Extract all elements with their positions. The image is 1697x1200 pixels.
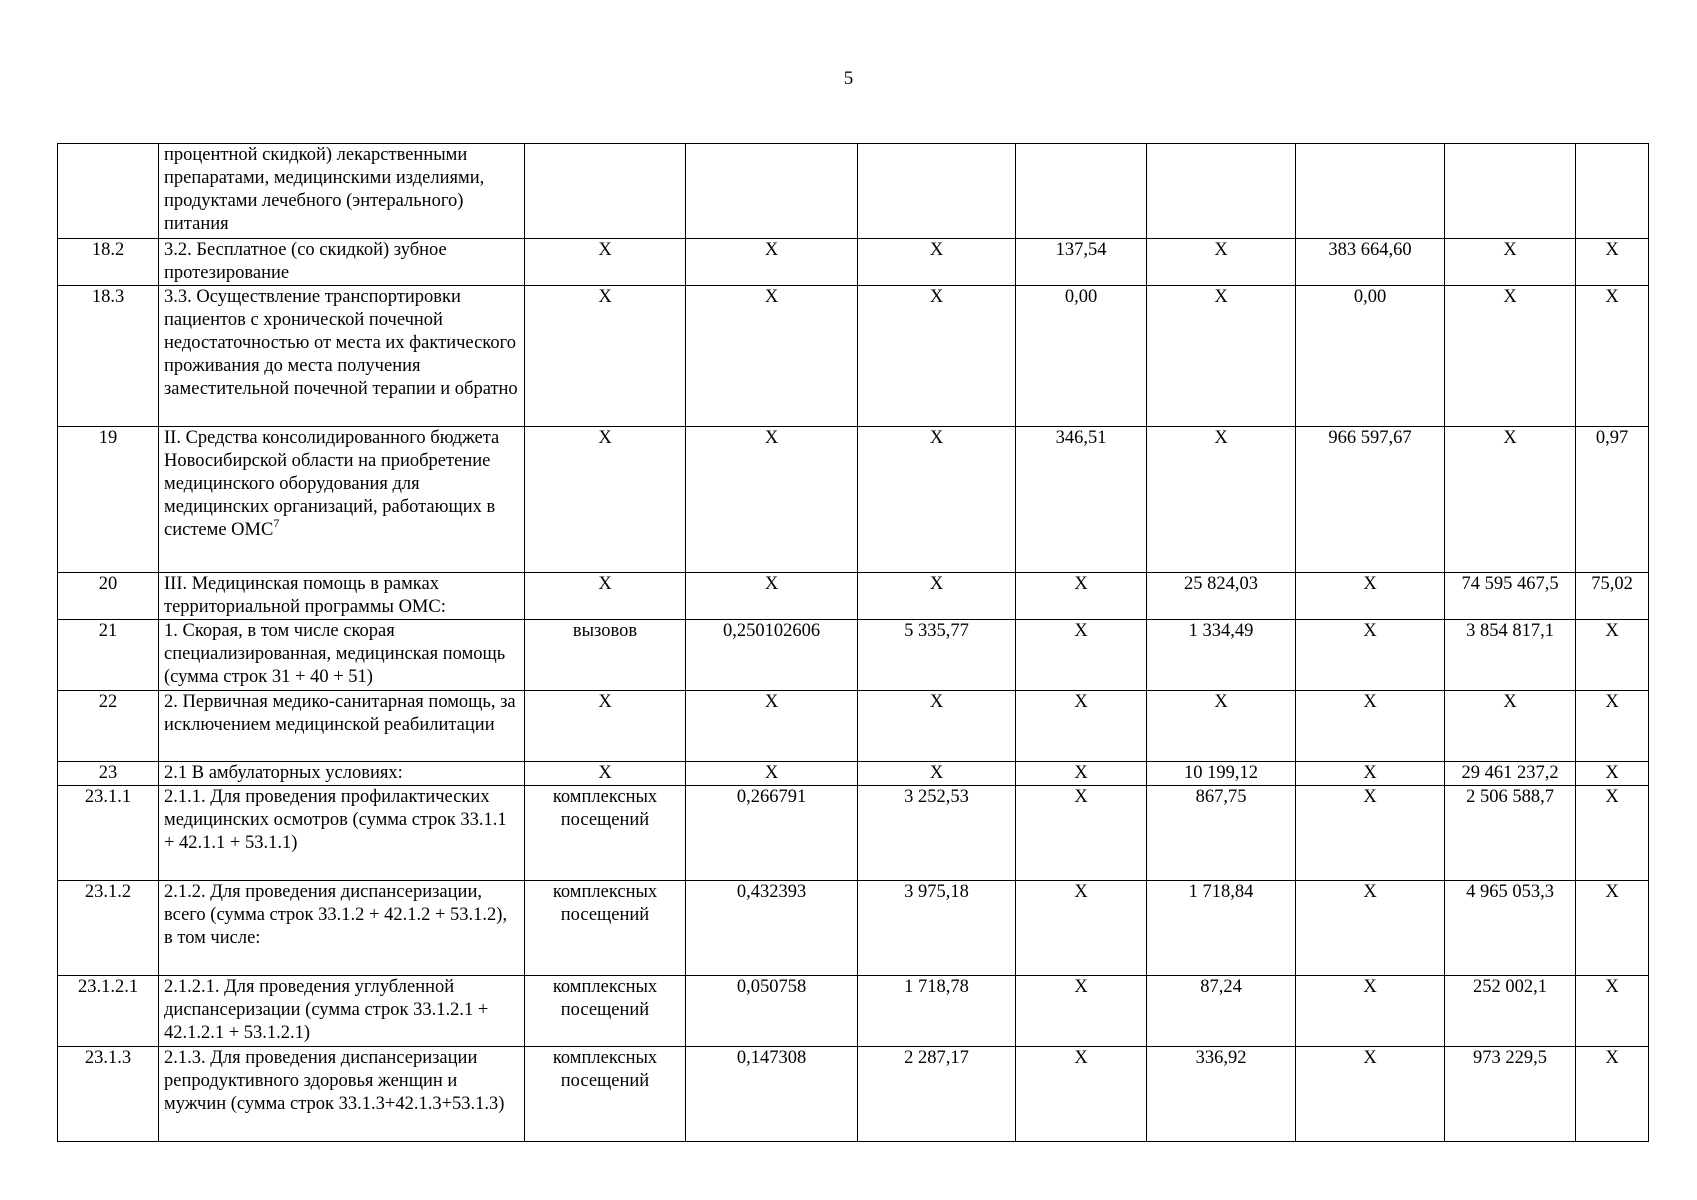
row-number: 18.3 bbox=[58, 286, 159, 427]
percent-cell: Х bbox=[1576, 1047, 1649, 1142]
row-number: 23.1.3 bbox=[58, 1047, 159, 1142]
norm-cost-cell: 1 718,78 bbox=[858, 976, 1016, 1047]
table-row bbox=[58, 286, 1649, 427]
per-capita-oms-cell: 1 334,49 bbox=[1147, 620, 1296, 691]
cost-oms-cell: 3 854 817,1 bbox=[1445, 620, 1576, 691]
row-name bbox=[159, 976, 525, 1047]
row-number: 21 bbox=[58, 620, 159, 691]
norm-volume-cell: Х bbox=[686, 762, 858, 786]
unit-cell: вызовов bbox=[525, 620, 686, 691]
unit-cell: Х bbox=[525, 691, 686, 762]
norm-volume-cell: 0,250102606 bbox=[686, 620, 858, 691]
row-name-text: 2.1.3. Для проведения диспансеризации репродуктивного здоровья женщин и мужчин (сумма строк 33.1.3+42.1.3+53.1.3) bbox=[164, 1048, 505, 1114]
row-name bbox=[159, 881, 525, 976]
cost-oms-cell: 973 229,5 bbox=[1445, 1047, 1576, 1142]
per-capita-oms-cell: Х bbox=[1147, 239, 1296, 286]
row-name-text: III. Медицинская помощь в рамках территориальной программы ОМС: bbox=[164, 574, 446, 617]
cost-budget-cell: 383 664,60 bbox=[1296, 239, 1445, 286]
row-name-text: процентной скидкой) лекарственными препаратами, медицинскими изделиями, продуктами лечебного (энтерального) питания bbox=[164, 145, 485, 234]
cost-oms-cell: Х bbox=[1445, 286, 1576, 427]
cost-oms-cell: 4 965 053,3 bbox=[1445, 881, 1576, 976]
per-capita-budget-cell bbox=[1016, 144, 1147, 239]
cost-budget-cell: Х bbox=[1296, 762, 1445, 786]
per-capita-budget-cell: Х bbox=[1016, 691, 1147, 762]
program-cost-table bbox=[57, 143, 1649, 1142]
per-capita-budget-cell: Х bbox=[1016, 1047, 1147, 1142]
row-name bbox=[159, 286, 525, 427]
norm-volume-cell: 0,266791 bbox=[686, 786, 858, 881]
norm-cost-cell bbox=[858, 144, 1016, 239]
cost-budget-cell: Х bbox=[1296, 976, 1445, 1047]
percent-cell bbox=[1576, 144, 1649, 239]
unit-cell: Х bbox=[525, 286, 686, 427]
row-name-text: 1. Скорая, в том числе скорая специализированная, медицинская помощь (сумма строк 31 + 40 + 51) bbox=[164, 621, 506, 687]
norm-cost-cell: 2 287,17 bbox=[858, 1047, 1016, 1142]
cost-budget-cell: 0,00 bbox=[1296, 286, 1445, 427]
norm-cost-cell: 3 975,18 bbox=[858, 881, 1016, 976]
row-name-text: II. Средства консолидированного бюджета Новосибирской области на приобретение медицинского оборудования для медицинских организаций, работающих в системе ОМС bbox=[164, 428, 500, 540]
norm-volume-cell bbox=[686, 144, 858, 239]
unit-cell: комплексных посещений bbox=[525, 976, 686, 1047]
row-name-text: 3.2. Бесплатное (со скидкой) зубное протезирование bbox=[164, 240, 447, 283]
cost-oms-cell: 74 595 467,5 bbox=[1445, 573, 1576, 620]
row-name bbox=[159, 573, 525, 620]
cost-oms-cell bbox=[1445, 144, 1576, 239]
row-number: 20 bbox=[58, 573, 159, 620]
norm-cost-cell: 3 252,53 bbox=[858, 786, 1016, 881]
row-number: 23.1.1 bbox=[58, 786, 159, 881]
unit-cell: комплексных посещений bbox=[525, 1047, 686, 1142]
row-name-text: 3.3. Осуществление транспортировки пациентов с хронической почечной недостаточностью от места их фактического проживания до места получения заместительной почечной терапии и обратно bbox=[164, 287, 518, 399]
row-name bbox=[159, 762, 525, 786]
cost-oms-cell: 29 461 237,2 bbox=[1445, 762, 1576, 786]
table-row bbox=[58, 762, 1649, 786]
percent-cell: 75,02 bbox=[1576, 573, 1649, 620]
per-capita-oms-cell: 336,92 bbox=[1147, 1047, 1296, 1142]
row-name-text: 2.1.1. Для проведения профилактических медицинских осмотров (сумма строк 33.1.1 + 42.1.1 + 53.1.1) bbox=[164, 787, 507, 853]
cost-budget-cell: Х bbox=[1296, 881, 1445, 976]
cost-budget-cell: 966 597,67 bbox=[1296, 427, 1445, 573]
row-name bbox=[159, 427, 525, 573]
cost-oms-cell: 2 506 588,7 bbox=[1445, 786, 1576, 881]
per-capita-oms-cell: Х bbox=[1147, 691, 1296, 762]
row-name bbox=[159, 239, 525, 286]
norm-volume-cell: Х bbox=[686, 427, 858, 573]
per-capita-budget-cell: Х bbox=[1016, 762, 1147, 786]
percent-cell: Х bbox=[1576, 976, 1649, 1047]
row-number: 19 bbox=[58, 427, 159, 573]
table-row bbox=[58, 573, 1649, 620]
row-number: 22 bbox=[58, 691, 159, 762]
per-capita-budget-cell: Х bbox=[1016, 620, 1147, 691]
unit-cell: Х bbox=[525, 239, 686, 286]
per-capita-budget-cell: 346,51 bbox=[1016, 427, 1147, 573]
row-name-text: 2.1 В амбулаторных условиях: bbox=[164, 763, 403, 783]
cost-budget-cell bbox=[1296, 144, 1445, 239]
table-row bbox=[58, 691, 1649, 762]
norm-cost-cell: Х bbox=[858, 239, 1016, 286]
row-name-text: 2.1.2. Для проведения диспансеризации, всего (сумма строк 33.1.2 + 42.1.2 + 53.1.2), в том числе: bbox=[164, 882, 508, 948]
table-row bbox=[58, 881, 1649, 976]
unit-cell: комплексных посещений bbox=[525, 786, 686, 881]
norm-cost-cell: 5 335,77 bbox=[858, 620, 1016, 691]
per-capita-oms-cell: 10 199,12 bbox=[1147, 762, 1296, 786]
norm-volume-cell: Х bbox=[686, 573, 858, 620]
norm-volume-cell: Х bbox=[686, 239, 858, 286]
cost-budget-cell: Х bbox=[1296, 1047, 1445, 1142]
row-number: 23.1.2 bbox=[58, 881, 159, 976]
cost-budget-cell: Х bbox=[1296, 620, 1445, 691]
norm-cost-cell: Х bbox=[858, 573, 1016, 620]
per-capita-oms-cell: Х bbox=[1147, 286, 1296, 427]
norm-volume-cell: 0,050758 bbox=[686, 976, 858, 1047]
cost-oms-cell: Х bbox=[1445, 239, 1576, 286]
unit-cell: Х bbox=[525, 762, 686, 786]
per-capita-budget-cell: Х bbox=[1016, 573, 1147, 620]
row-name bbox=[159, 620, 525, 691]
percent-cell: Х bbox=[1576, 239, 1649, 286]
cost-budget-cell: Х bbox=[1296, 786, 1445, 881]
per-capita-budget-cell: Х bbox=[1016, 881, 1147, 976]
per-capita-oms-cell: 867,75 bbox=[1147, 786, 1296, 881]
unit-cell: Х bbox=[525, 427, 686, 573]
footnote-marker: 7 bbox=[273, 516, 280, 530]
percent-cell: Х bbox=[1576, 881, 1649, 976]
row-name bbox=[159, 144, 525, 239]
unit-cell: комплексных посещений bbox=[525, 881, 686, 976]
norm-cost-cell: Х bbox=[858, 762, 1016, 786]
table-row bbox=[58, 786, 1649, 881]
unit-cell: Х bbox=[525, 573, 686, 620]
norm-volume-cell: Х bbox=[686, 691, 858, 762]
norm-volume-cell: 0,432393 bbox=[686, 881, 858, 976]
norm-cost-cell: Х bbox=[858, 427, 1016, 573]
norm-volume-cell: Х bbox=[686, 286, 858, 427]
cost-budget-cell: Х bbox=[1296, 573, 1445, 620]
cost-oms-cell: 252 002,1 bbox=[1445, 976, 1576, 1047]
row-name bbox=[159, 786, 525, 881]
percent-cell: Х bbox=[1576, 620, 1649, 691]
cost-budget-cell: Х bbox=[1296, 691, 1445, 762]
row-name bbox=[159, 691, 525, 762]
row-number: 18.2 bbox=[58, 239, 159, 286]
percent-cell: Х bbox=[1576, 762, 1649, 786]
row-number bbox=[58, 144, 159, 239]
page-number: 5 bbox=[843, 68, 854, 89]
percent-cell: Х bbox=[1576, 691, 1649, 762]
table-row bbox=[58, 239, 1649, 286]
row-name bbox=[159, 1047, 525, 1142]
table-row bbox=[58, 976, 1649, 1047]
per-capita-oms-cell: 87,24 bbox=[1147, 976, 1296, 1047]
per-capita-oms-cell bbox=[1147, 144, 1296, 239]
table-row bbox=[58, 144, 1649, 239]
table-row bbox=[58, 620, 1649, 691]
norm-cost-cell: Х bbox=[858, 286, 1016, 427]
table-row bbox=[58, 427, 1649, 573]
per-capita-budget-cell: Х bbox=[1016, 786, 1147, 881]
percent-cell: Х bbox=[1576, 786, 1649, 881]
per-capita-oms-cell: 1 718,84 bbox=[1147, 881, 1296, 976]
per-capita-budget-cell: 0,00 bbox=[1016, 286, 1147, 427]
per-capita-budget-cell: Х bbox=[1016, 976, 1147, 1047]
per-capita-oms-cell: Х bbox=[1147, 427, 1296, 573]
row-number: 23 bbox=[58, 762, 159, 786]
table-row bbox=[58, 1047, 1649, 1142]
percent-cell: 0,97 bbox=[1576, 427, 1649, 573]
unit-cell bbox=[525, 144, 686, 239]
row-name-text: 2. Первичная медико-санитарная помощь, за исключением медицинской реабилитации bbox=[164, 692, 516, 735]
cost-oms-cell: Х bbox=[1445, 691, 1576, 762]
per-capita-oms-cell: 25 824,03 bbox=[1147, 573, 1296, 620]
norm-cost-cell: Х bbox=[858, 691, 1016, 762]
norm-volume-cell: 0,147308 bbox=[686, 1047, 858, 1142]
row-name-text: 2.1.2.1. Для проведения углубленной диспансеризации (сумма строк 33.1.2.1 + 42.1.2.1 + 53.1.2.1) bbox=[164, 977, 489, 1043]
row-number: 23.1.2.1 bbox=[58, 976, 159, 1047]
cost-oms-cell: Х bbox=[1445, 427, 1576, 573]
per-capita-budget-cell: 137,54 bbox=[1016, 239, 1147, 286]
percent-cell: Х bbox=[1576, 286, 1649, 427]
